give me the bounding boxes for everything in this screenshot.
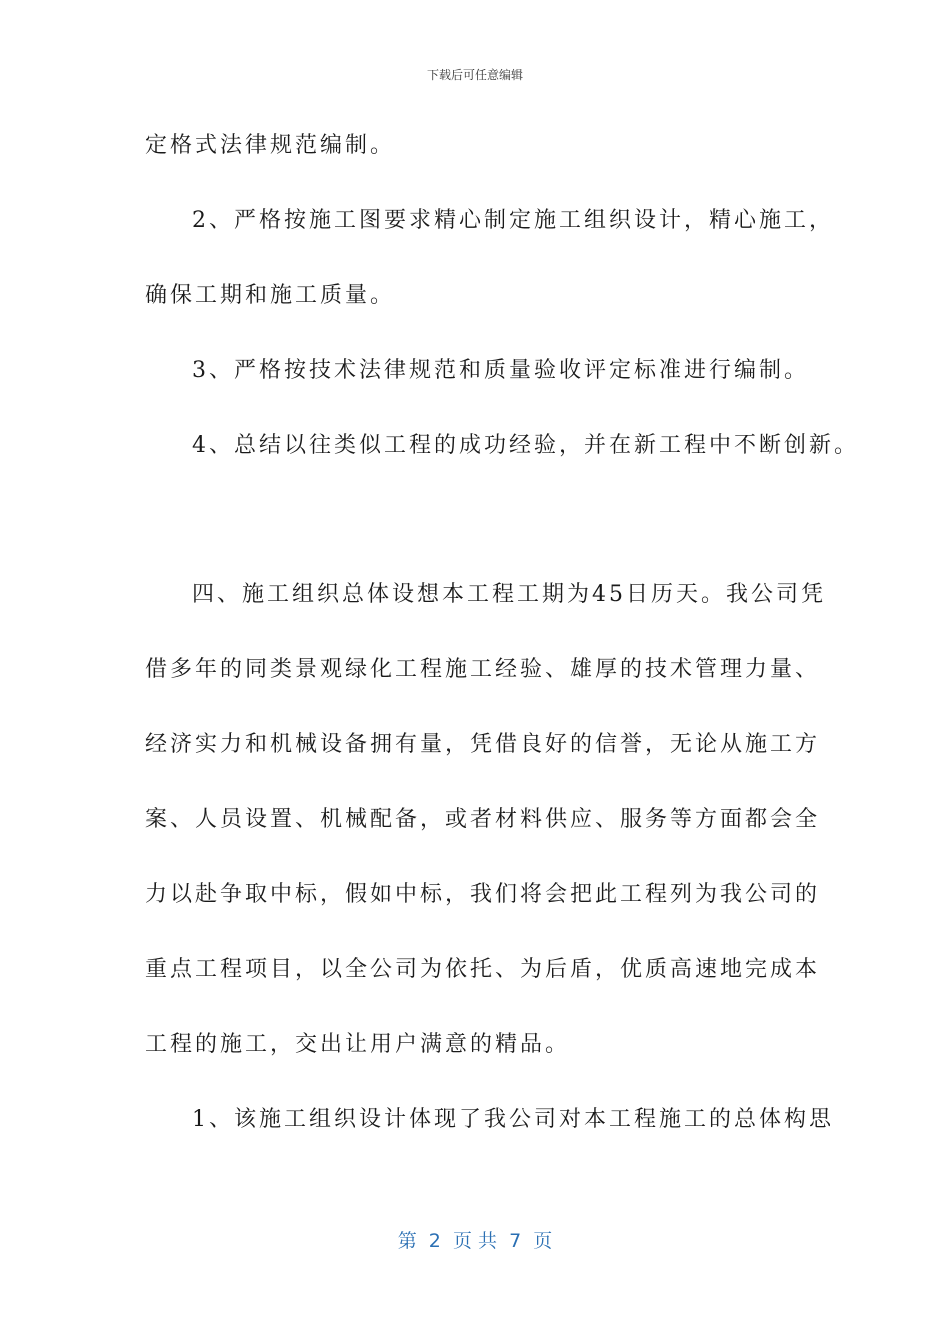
text-line: 确保工期和施工质量。 [145,283,396,308]
text-line: 3、严格按技术法律规范和质量验收评定标准进行编制。 [192,358,809,383]
text-line: 定格式法律规范编制。 [145,133,396,158]
text-line: 1、该施工组织设计体现了我公司对本工程施工的总体构思 [192,1107,834,1132]
text-line: 借多年的同类景观绿化工程施工经验、雄厚的技术管理力量、 [145,657,821,682]
text-line: 重点工程项目，以全公司为依托、为后盾，优质高速地完成本 [145,957,821,982]
text-line: 力以赴争取中标，假如中标，我们将会把此工程列为我公司的 [145,882,821,907]
text-line: 4、总结以往类似工程的成功经验，并在新工程中不断创新。 [192,433,859,458]
page-header: 下载后可任意编辑 [426,68,523,82]
text-line: 2、严格按施工图要求精心制定施工组织设计，精心施工， [192,208,834,233]
text-line: 四、施工组织总体设想本工程工期为45日历天。我公司凭 [192,582,826,607]
text-line: 案、人员设置、机械配备，或者材料供应、服务等方面都会全 [145,807,821,832]
text-line: 经济实力和机械设备拥有量，凭借良好的信誉，无论从施工方 [145,732,821,757]
page-number-footer: 第 2 页 共 7 页 [397,1230,553,1252]
text-line: 工程的施工，交出让用户满意的精品。 [145,1032,571,1057]
